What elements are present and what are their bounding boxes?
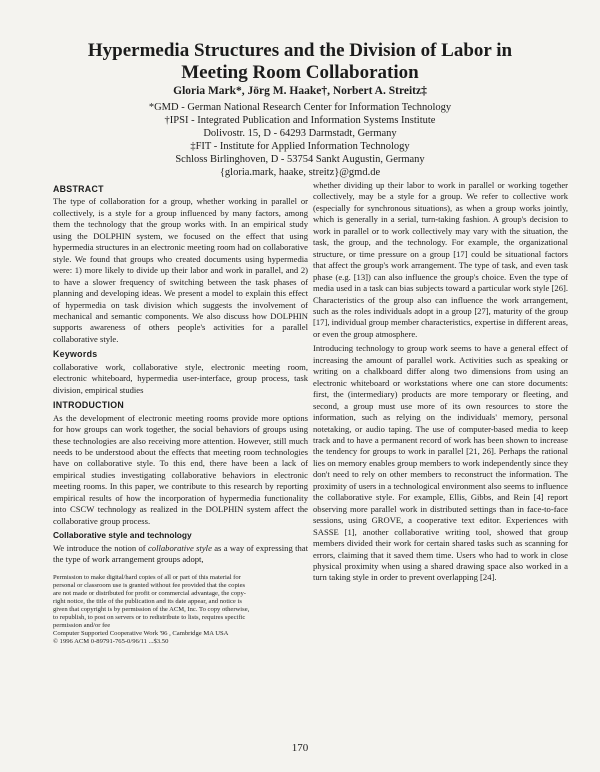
affiliation-line: *GMD - German National Research Center for Information Technology bbox=[148, 102, 452, 113]
title-line-1: Hypermedia Structures and the Division of Labor in bbox=[87, 40, 513, 61]
page-number: 170 bbox=[291, 742, 309, 754]
keywords-text: collaborative work, collaborative style, electronic meeting room, electronic whiteboard, hypermedia user-interface, group process, task division, empirical studies bbox=[53, 361, 308, 395]
keywords-heading: Keywords bbox=[53, 349, 98, 360]
subsection-text-post: as a way of expressing that the type of work arrangement groups adopt, bbox=[53, 542, 308, 565]
affiliation-line: Dolivostr. 15, D - 64293 Darmstadt, Germany bbox=[203, 128, 397, 139]
subsection-text bbox=[53, 543, 308, 566]
conference-line: Computer Supported Cooperative Work '96 , Cambridge MA USA bbox=[53, 629, 229, 637]
paper-title bbox=[40, 40, 560, 84]
abstract-text: The type of collaboration for a group, whether working in parallel or collectively, is a style for a group influenced by many factors, among them the technology that the group works with. In an empirical study using the DOLPHIN system, we focused on the effect that using hypermedia structures in an electronic meeting room had on collaborative style. We found that groups who created documents using hypermedia were: 1) more likely to divide up their labor and work in parallel, and 2) to have a slower frequency of switching between the task phases of planning and developing ideas. We present a model to explain this effect of hypermedia on task division which suggests the involvement of mechanical and semantic components. We also discuss how DOLPHIN supports awareness of others people's activities for a parallel collaborative style. bbox=[53, 196, 308, 344]
abstract-heading: ABSTRACT bbox=[53, 184, 104, 194]
subsection-text-emphasis: collaborative style bbox=[147, 542, 212, 553]
copyright-line: right notice, the title of the publication and its date appear, and notice is bbox=[53, 597, 242, 605]
author-list: Gloria Mark*, Jörg M. Haake†, Norbert A. Streitz‡ bbox=[173, 85, 427, 97]
copyright-line: to republish, to post on servers or to redistribute to lists, requires specific bbox=[53, 613, 246, 621]
body-paragraph-1: whether dividing up their labor to work in parallel or working together collectively, may be a style for a group. We refer to collective work (especially for synchronous situations), as when a group works jointly, which is generally in a serial, turn-taking fashion. A group's decision to work in parallel or to work collectively may vary with the situation, the task, the group, and the technology. For example, the organizational structure, or time pressure on a group [17] could be situational factors that affect the group's work arrangement. The type of task, and even task phase (e.g. [13]) can also influence the group's choice. Even the type of media used in a task can bias subjects toward a particular work style [26]. Characteristics of the group also can influence the work arrangement, such as the roles individuals adopt in a group [27], maturity of the group [17], individual group member characteristics, expertise in different areas, or even the group atmosphere. bbox=[313, 180, 568, 339]
copyright-line: are not made or distributed for profit or commercial advantage, the copy- bbox=[53, 589, 246, 597]
body-paragraph-2: Introducing technology to group work seems to have a general effect of increasing the amount of parallel work. Activities such as speaking or writing on a chalkboard differ along two dimensions from using an electronic whiteboard or workstations where one can store documents: first, the (intermediary) products are more temporary or fleeting, and second, a group must use more of its own resources to store the information, such as relying on the individuals' memory, personal notetaking, or audio taping. The use of computer-based media to keep track and to have a permanent record of work has been shown to increase the tendency for groups to work in parallel [21, 26]. Perhaps the rational lies on memory enables group members to work independently since they don't need to rely on other members to reconstruct the information. The proximity of users in a technological environment also seems to influence the collaborative style. For example, Ellis, Gibbs, and Rein [4] report observing more parallel work in distributed settings than in face-to-face sessions, using GROVE, a cooperative text editor. Experiences with SASSE [1], another collaborative writing tool, showed that group members divided their work for certain shared tasks such as scanning for errors, claiming that it saved them time. Users who had to work in close physical proximity when using a shared drawing space also worked in a turn taking style in order to prevent overlapping [24]. bbox=[313, 343, 568, 583]
affiliations bbox=[40, 101, 560, 179]
title-line-2: Meeting Room Collaboration bbox=[181, 62, 419, 83]
introduction-heading: INTRODUCTION bbox=[53, 400, 125, 411]
affiliation-line: †IPSI - Integrated Publication and Information Systems Institute bbox=[164, 115, 436, 126]
subsection-heading: Collaborative style and technology bbox=[53, 530, 192, 541]
copyright-line: given that copyright is by permission of the ACM, Inc. To copy otherwise, bbox=[53, 605, 250, 613]
introduction-text: As the development of electronic meeting rooms provide more options for how groups can work together, the social behaviors of groups using these technologies are also receiving more attention. However, still much needs to be understood about the effects that meeting room technologies have on collaborative style. To this end, there have been a lack of empirical studies investigating collaborative behaviors in electronic meeting rooms. In this paper, we contribute to this research by reporting empirical results of how the incorporation of hypermedia functionality into CSCW technology as realized in the DOLPHIN system affect the collaborative group process. bbox=[53, 412, 308, 526]
acm-isbn-line: © 1996 ACM 0-89791-765-0/96/11 ...$3.50 bbox=[53, 637, 169, 645]
copyright-notice bbox=[53, 574, 308, 646]
copyright-line: permission and/or fee bbox=[53, 621, 111, 629]
affiliation-line: ‡FIT - Institute for Applied Information Technology bbox=[190, 141, 410, 152]
affiliation-email: {gloria.mark, haake, streitz}@gmd.de bbox=[219, 167, 381, 178]
copyright-line: personal or classroom use is granted without fee provided that the copies bbox=[53, 581, 246, 589]
copyright-line: Permission to make digital/hard copies of all or part of this material for bbox=[53, 573, 241, 581]
left-column bbox=[53, 180, 308, 646]
right-column bbox=[313, 180, 568, 587]
subsection-text-pre: We introduce the notion of bbox=[53, 542, 148, 553]
affiliation-line: Schloss Birlinghoven, D - 53754 Sankt Augustin, Germany bbox=[175, 154, 425, 165]
